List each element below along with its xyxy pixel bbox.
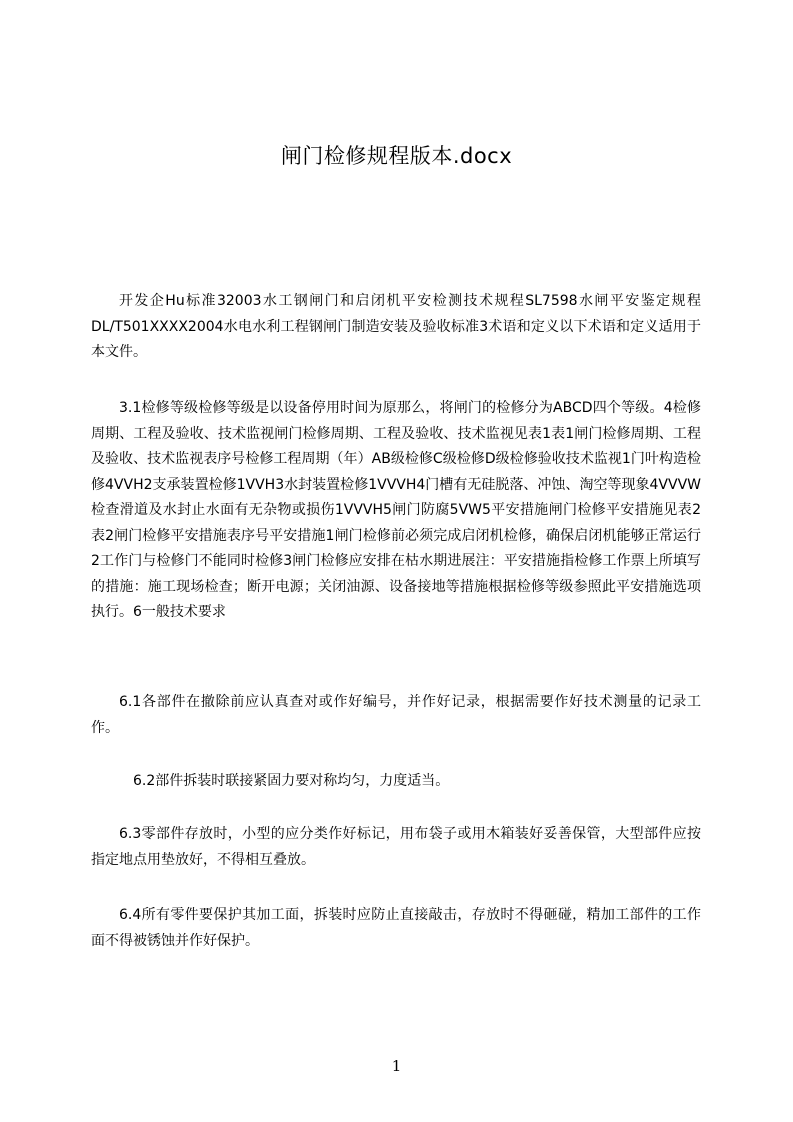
- page-number: 1: [391, 1057, 402, 1075]
- paragraph-standards: 开发企Hu标准32003水工钢闸门和启闭机平安检测技术规程SL7598水闸平安鉴定规程DL/T501XXXX2004水电水利工程钢闸门制造安装及验收标准3术语和定义以下术语和定义适用于本文件。: [91, 293, 701, 360]
- paragraph-6-2: 6.2部件拆装时联接紧固力要对称均匀，力度适当。: [133, 773, 450, 789]
- paragraph-maintenance-levels: 3.1检修等级检修等级是以设备停用时间为原那么，将闸门的检修分为ABCD四个等级。4检修周期、工程及验收、技术监视闸门检修周期、工程及验收、技术监视见表1表1闸门检修周期、工程及验收、技术监视表序号检修工程周期（年）AB级检修C级检修D级检修验收技术监视1门叶构造检修4VVH2支承装置检修1VVH3水封装置检修1VVVH4门槽有无硅脱落、冲蚀、淘空等现象4VVVW检查滑道及水封止水面有无杂物或损伤1VVVH5闸门防腐5VW5平安措施闸门检修平安措施见表2表2闸门检修平安措施表序号平安措施1闸门检修前必须完成启闭机检修，确保启闭机能够正常运行2工作门与检修门不能同时检修3闸门检修应安排在枯水期进展注：平安措施指检修工作票上所填写的措施：施工现场检查；断开电源；关闭油源、设备接地等措施根据检修等级参照此平安措施选项执行。6一般技术要求: [91, 400, 701, 620]
- paragraph-6-3: 6.3零部件存放时，小型的应分类作好标记，用布袋子或用木箱装好妥善保管，大型部件应按指定地点用垫放好，不得相互叠放。: [91, 826, 701, 868]
- document-title: 闸门检修规程版本.docx: [280, 144, 513, 168]
- paragraph-6-4: 6.4所有零件要保护其加工面，拆装时应防止直接敲击，存放时不得砸碰，精加工部件的工作面不得被锈蚀并作好保护。: [91, 907, 701, 949]
- paragraph-6-1: 6.1各部件在撤除前应认真查对或作好编号，并作好记录，根据需要作好技术测量的记录工作。: [91, 694, 701, 736]
